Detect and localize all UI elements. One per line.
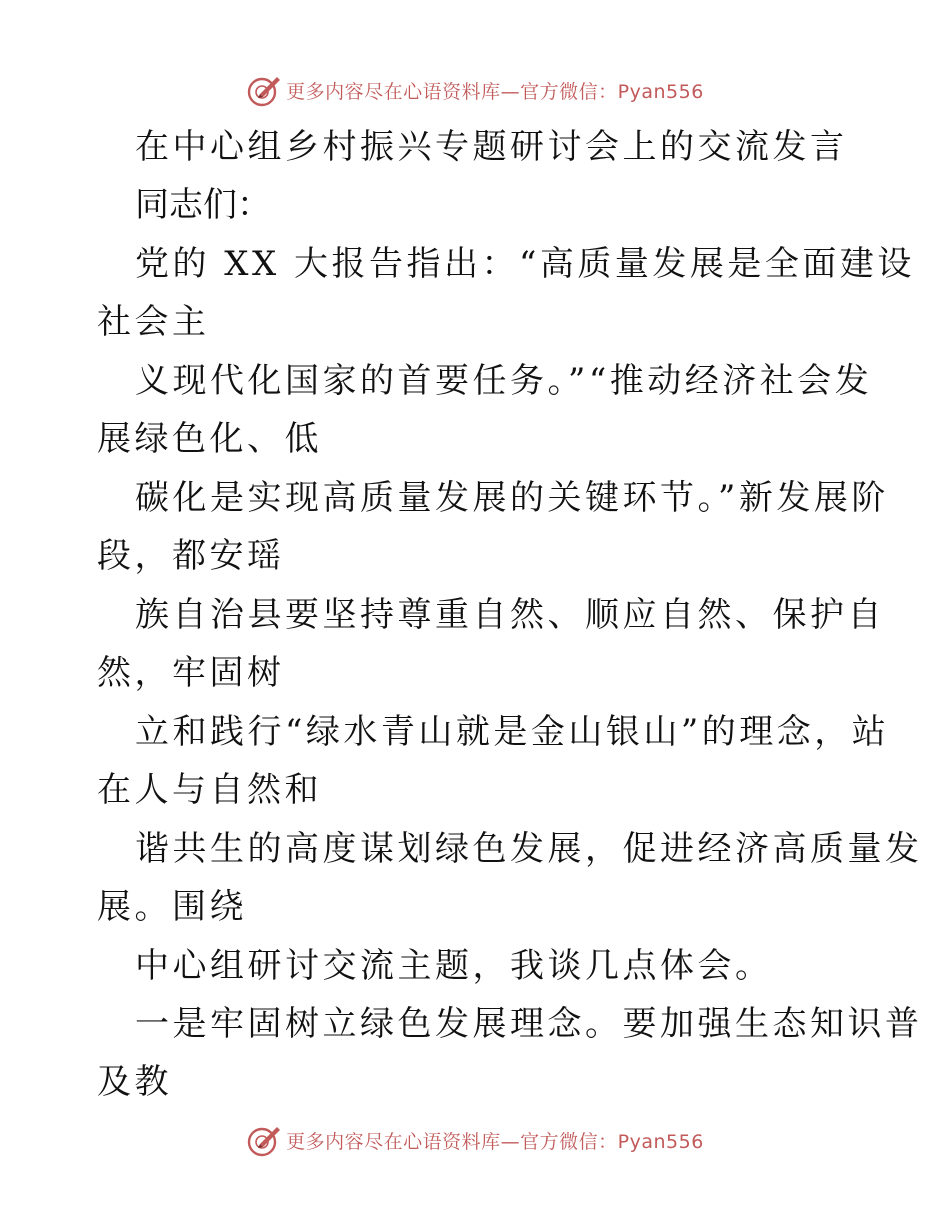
paragraph-line: 展。围绕 bbox=[97, 887, 247, 927]
paragraph-line: 然，牢固树 bbox=[97, 653, 285, 693]
watermark-text: 更多内容尽在心语资料库—官方微信：Pyan556 bbox=[286, 80, 704, 103]
paragraph-line: 一是牢固树立绿色发展理念。要加强生态知识普 bbox=[135, 1004, 923, 1044]
paragraph-line: 及教 bbox=[97, 1062, 172, 1102]
salutation: 同志们： bbox=[135, 185, 271, 225]
document-title: 在中心组乡村振兴专题研讨会上的交流发言 bbox=[135, 127, 848, 167]
paragraph-line: 段，都安瑶 bbox=[97, 536, 285, 576]
paragraph-line: 在人与自然和 bbox=[97, 770, 322, 810]
paragraph-line: 谐共生的高度谋划绿色发展，促进经济高质量发 bbox=[135, 829, 923, 869]
pen-logo-icon bbox=[246, 72, 282, 108]
watermark-header bbox=[0, 70, 950, 110]
watermark-footer bbox=[0, 1120, 950, 1160]
paragraph-line: 党的 XX 大报告指出：“高质量发展是全面建设 bbox=[135, 244, 915, 284]
paragraph-line: 中心组研讨交流主题，我谈几点体会。 bbox=[135, 946, 773, 986]
paragraph-line: 展绿色化、低 bbox=[97, 419, 322, 459]
pen-logo-icon bbox=[246, 1122, 282, 1158]
watermark-text: 更多内容尽在心语资料库—官方微信：Pyan556 bbox=[286, 1130, 704, 1153]
paragraph-line: 碳化是实现高质量发展的关键环节。”新发展阶 bbox=[135, 478, 889, 518]
paragraph-line: 义现代化国家的首要任务。”“推动经济社会发 bbox=[135, 361, 873, 401]
paragraph-line: 立和践行“绿水青山就是金山银山”的理念，站 bbox=[135, 712, 890, 752]
paragraph-line: 社会主 bbox=[97, 302, 210, 342]
paragraph-line: 族自治县要坚持尊重自然、顺应自然、保护自 bbox=[135, 595, 885, 635]
